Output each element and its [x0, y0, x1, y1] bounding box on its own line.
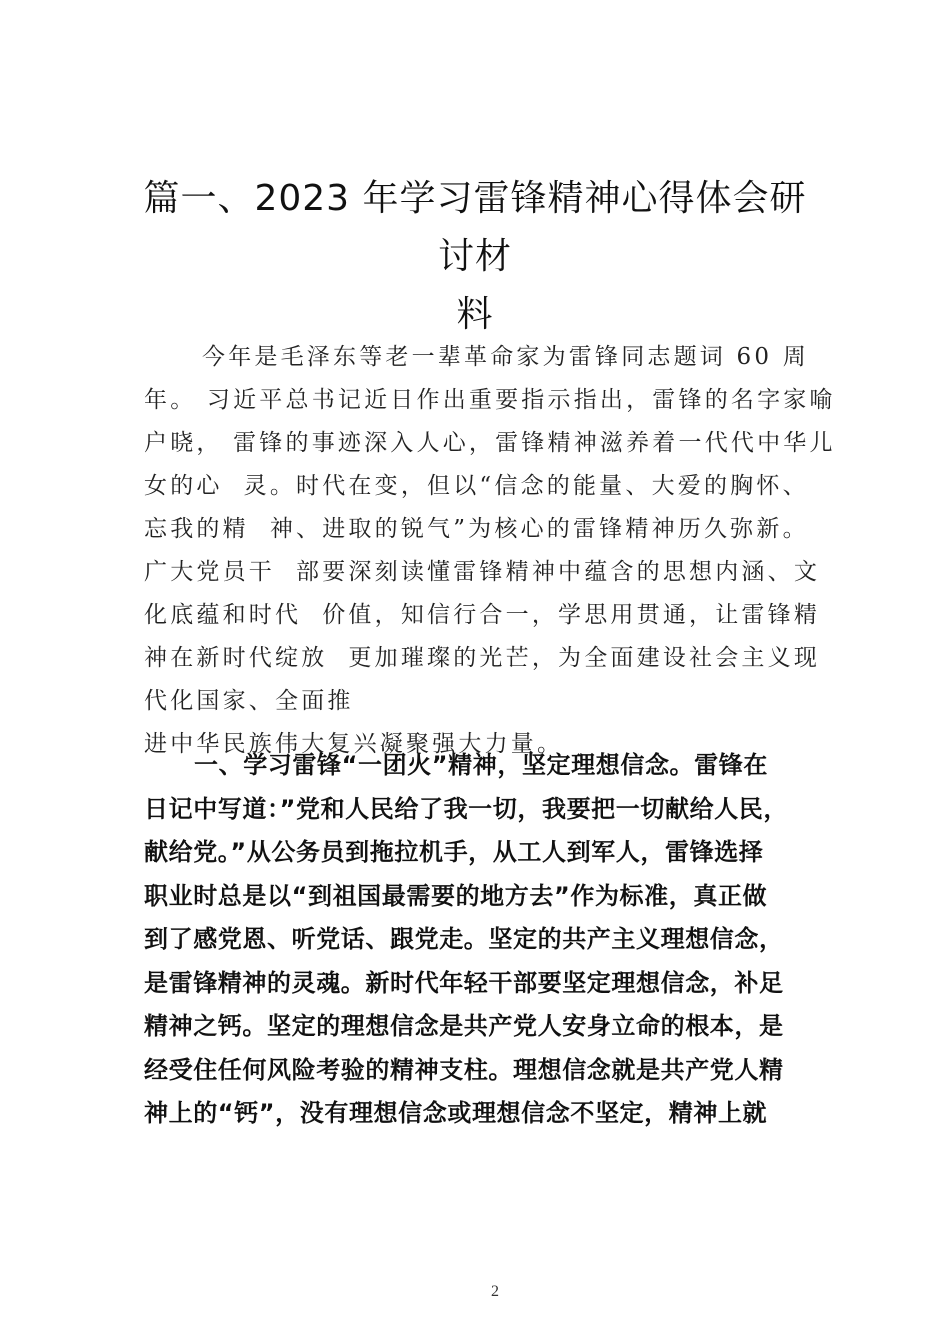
text-line: 是雷锋精神的灵魂。新时代年轻干部要坚定理想信念，补足 — [144, 968, 784, 997]
text-line: 经受住任何风险考验的精神支柱。理想信念就是共产党人精 — [144, 1055, 784, 1084]
text-line: 女的心 灵。时代在变，但以“信念的能量、大爱的胸怀、 — [144, 473, 809, 499]
text-line: 日记中写道：”党和人民给了我一切，我要把一切献给人民， — [144, 794, 788, 823]
text-line: 一、学习雷锋“一团火”精神，坚定理想信念。雷锋在 — [194, 751, 768, 779]
title-line: 篇一、2023 年学习雷锋精神心得体会研讨材 — [143, 178, 807, 277]
text-line: 到了感党恩、听党话、跟党走。坚定的共产主义理想信念， — [144, 925, 784, 953]
intro-paragraph — [144, 336, 836, 766]
text-line: 化底蕴和时代 价值，知信行合一，学思用贯通，让雷锋精 — [144, 602, 821, 628]
page-number: 2 — [491, 1283, 499, 1300]
text-line: 广大党员干 部要深刻读懂雷锋精神中蕴含的思想内涵、文 — [144, 559, 821, 585]
text-line: 今年是毛泽东等老一辈革命家为雷锋同志题词 60 周 — [202, 344, 809, 370]
section-one-paragraph — [144, 744, 834, 1136]
text-line: 进中华民族伟大复兴凝聚强大力量。 — [144, 731, 564, 757]
text-line: 职业时总是以“到祖国最需要的地方去”作为标准，真正做 — [144, 881, 768, 910]
text-line: 神上的“钙”，没有理想信念或理想信念不坚定，精神上就 — [144, 1099, 768, 1127]
title-line: 料 — [456, 294, 494, 335]
text-line: 献给党。”从公务员到拖拉机手，从工人到军人，雷锋选择 — [144, 838, 764, 866]
text-line: 神在新时代绽放 更加璀璨的光芒，为全面建设社会主义现 — [144, 645, 821, 671]
document-title — [140, 170, 810, 344]
text-line: 年。 习近平总书记近日作出重要指示指出，雷锋的名字家喻 — [144, 387, 836, 413]
text-line: 忘我的精 神、进取的锐气”为核心的雷锋精神历久弥新。 — [144, 516, 809, 542]
text-line: 代化国家、全面推 — [144, 688, 354, 714]
text-line: 精神之钙。坚定的理想信念是共产党人安身立命的根本，是 — [144, 1012, 784, 1040]
text-line: 户晓， 雷锋的事迹深入人心，雷锋精神滋养着一代代中华儿 — [144, 430, 836, 456]
